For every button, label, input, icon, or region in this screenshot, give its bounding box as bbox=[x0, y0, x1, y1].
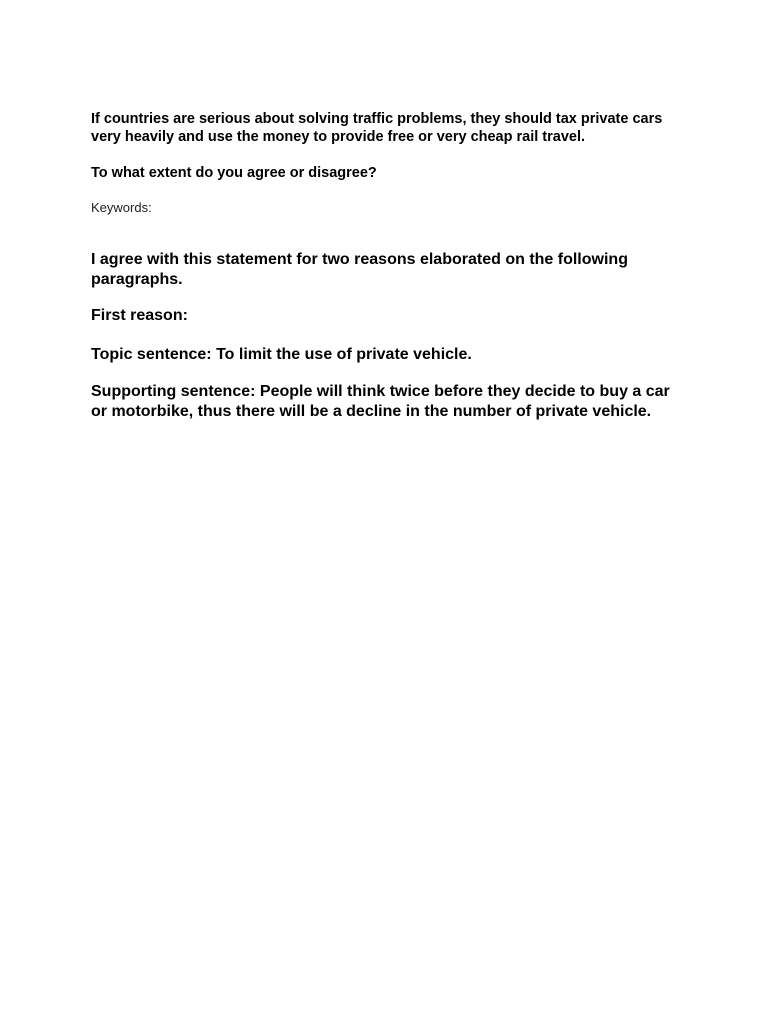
keywords-label: Keywords: bbox=[91, 200, 152, 215]
intro-paragraph: I agree with this statement for two reasons elaborated on the following paragraphs. bbox=[91, 251, 628, 288]
essay-prompt: If countries are serious about solving traffic problems, they should tax private cars very heavily and use the money to provide free or very cheap rail travel. bbox=[91, 111, 663, 145]
first-reason-heading: First reason: bbox=[91, 307, 188, 324]
supporting-sentence: Supporting sentence: People will think twice before they decide to buy a car or motorbike, thus there will be a decline in the number of private vehicle. bbox=[91, 383, 670, 420]
document-page bbox=[91, 110, 671, 421]
essay-body bbox=[91, 250, 671, 421]
essay-question: To what extent do you agree or disagree? bbox=[91, 165, 377, 181]
topic-sentence: Topic sentence: To limit the use of private vehicle. bbox=[91, 345, 472, 363]
